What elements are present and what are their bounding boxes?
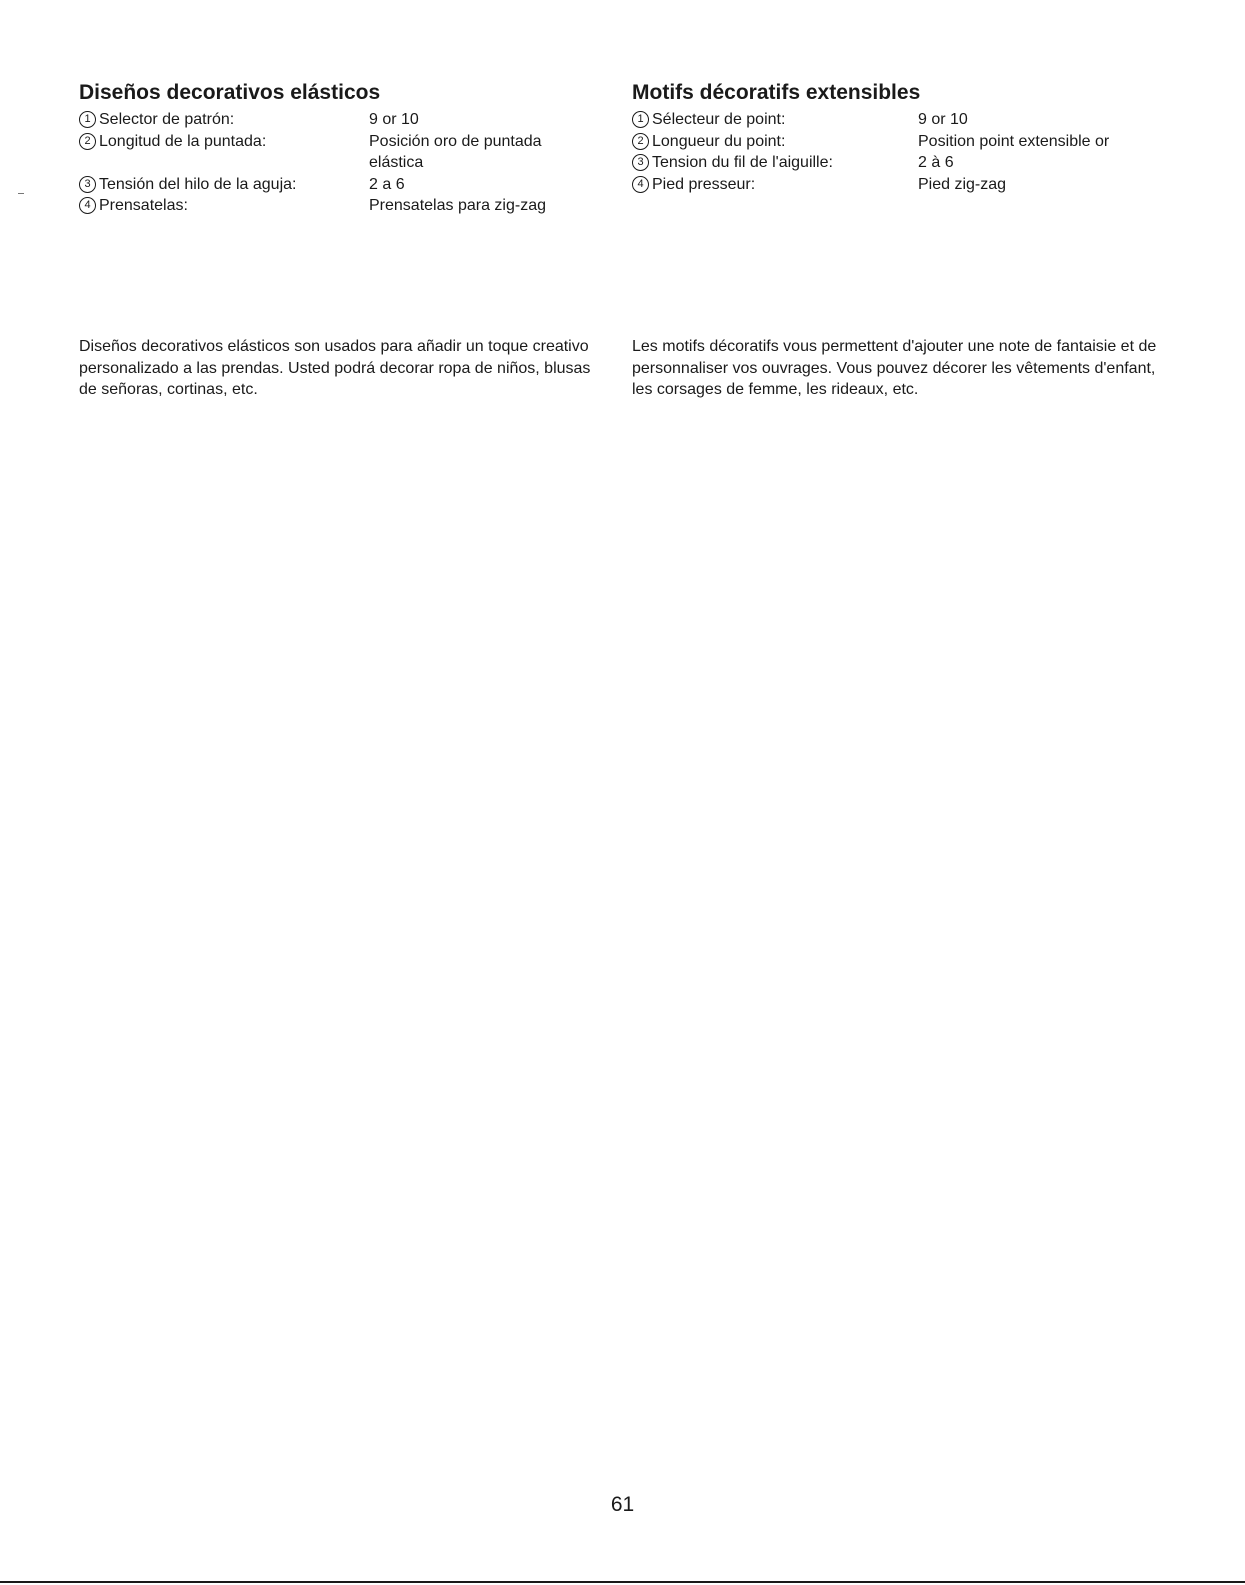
setting-label — [632, 152, 918, 174]
setting-label — [79, 195, 369, 217]
setting-value: Position point extensible or — [918, 132, 1110, 150]
spanish-setting-row — [79, 174, 599, 196]
french-heading: Motifs décoratifs extensibles — [632, 81, 921, 104]
spanish-setting-row — [79, 195, 599, 217]
setting-label-text: Tension du fil de l'aiguille: — [652, 154, 833, 171]
setting-label-text: Longitud de la puntada: — [99, 132, 267, 150]
french-section — [632, 80, 1172, 195]
french-setting-row — [632, 174, 1172, 196]
setting-label — [79, 109, 369, 131]
setting-value: 9 or 10 — [918, 111, 968, 128]
setting-value: 2 à 6 — [918, 154, 954, 171]
circled-number-2: 2 — [632, 133, 649, 150]
setting-label — [79, 174, 369, 196]
circled-number-4: 4 — [632, 176, 649, 193]
bottom-rule — [0, 1581, 1245, 1583]
setting-value: Pied zig-zag — [918, 175, 1007, 193]
spanish-setting-row — [79, 109, 599, 131]
spanish-heading: Diseños decorativos elásticos — [79, 81, 381, 104]
margin-tick-mark — [18, 193, 24, 194]
setting-value: 9 or 10 — [369, 111, 419, 128]
page-number: 61 — [610, 1493, 635, 1516]
setting-label — [632, 109, 918, 131]
setting-label — [79, 131, 369, 153]
circled-number-4: 4 — [79, 197, 96, 214]
circled-number-2: 2 — [79, 133, 96, 150]
setting-value: 2 a 6 — [369, 175, 405, 193]
setting-label — [632, 131, 918, 153]
circled-number-3: 3 — [632, 154, 649, 171]
spanish-section — [79, 80, 599, 217]
spanish-description: Diseños decorativos elásticos son usados para añadir un toque creativo personalizado a las prendas. Usted podrá decorar ropa de niños, blusas de señoras, cortinas, etc. — [79, 338, 591, 398]
french-setting-row — [632, 152, 1172, 174]
setting-label-text: Sélecteur de point: — [652, 111, 786, 128]
setting-label-text: Longueur du point: — [652, 132, 786, 150]
setting-label-text: Prensatelas: — [99, 197, 188, 214]
setting-label — [632, 174, 918, 196]
circled-number-3: 3 — [79, 176, 96, 193]
circled-number-1: 1 — [632, 111, 649, 128]
french-description: Les motifs décoratifs vous permettent d'ajouter une note de fantaisie et de personnaliser vos ouvrages. Vous pouvez décorer les vêtements d'enfant, les corsages de femme, les rideaux, etc. — [632, 338, 1157, 398]
setting-label-text: Selector de patrón: — [99, 111, 235, 128]
spanish-settings-list — [79, 109, 599, 217]
spanish-setting-row — [79, 131, 599, 174]
french-setting-row — [632, 109, 1172, 131]
french-setting-row — [632, 131, 1172, 153]
setting-label-text: Pied presseur: — [652, 175, 756, 193]
circled-number-1: 1 — [79, 111, 96, 128]
setting-label-text: Tensión del hilo de la aguja: — [99, 175, 297, 193]
setting-value: Prensatelas para zig-zag — [369, 197, 546, 214]
setting-value: Posición oro de puntada elástica — [369, 132, 542, 171]
french-settings-list — [632, 109, 1172, 195]
